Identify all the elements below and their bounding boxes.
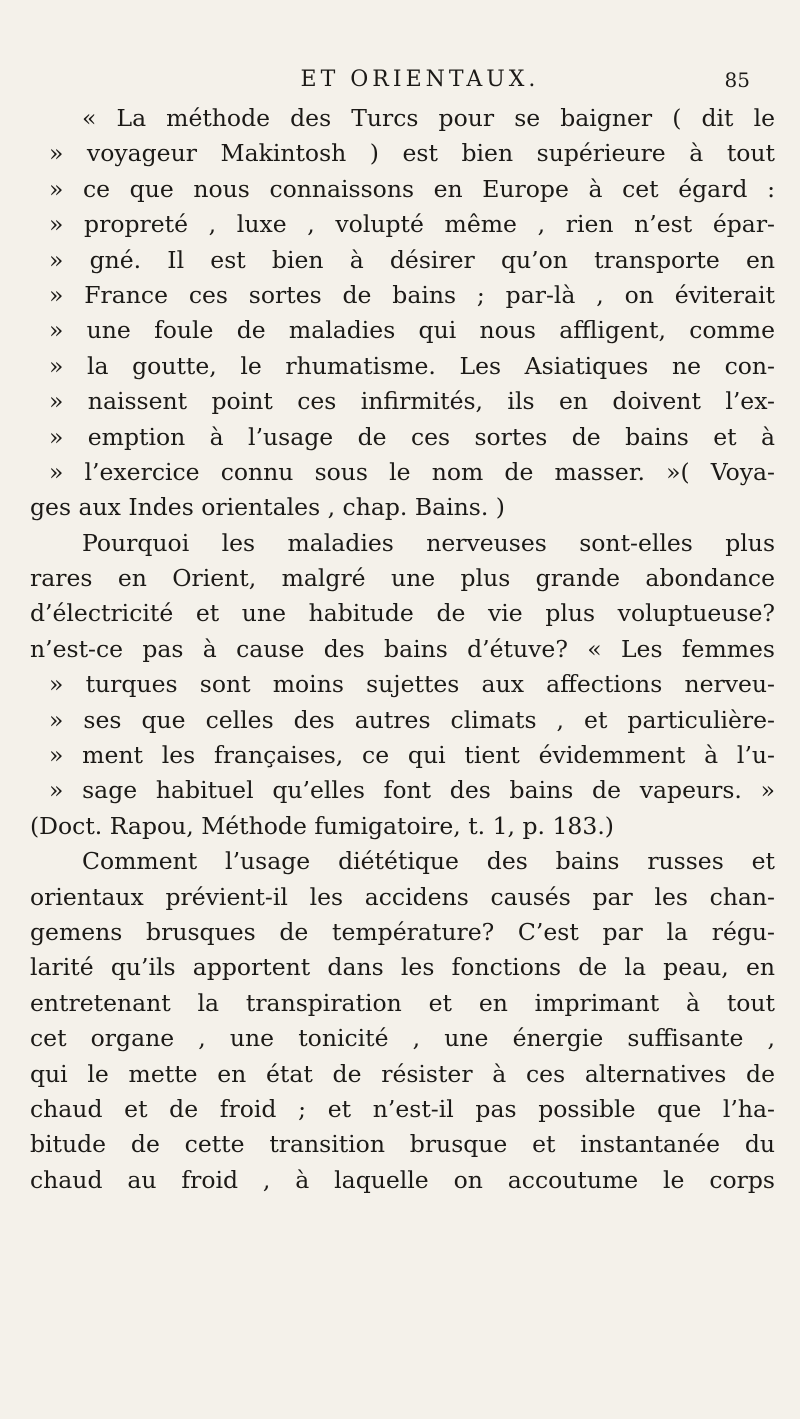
text-line: Comment l’usage diététique des bains russes et: [82, 847, 775, 876]
text-line: qui le mette en état de résister à ces alternatives de: [30, 1059, 775, 1088]
text-line: gemens brusques de température? C’est par la régu-: [30, 917, 775, 946]
text-line: » l’exercice connu sous le nom de masser. »( Voya-: [49, 457, 775, 486]
text-line: » ce que nous connaissons en Europe à cet égard :: [49, 174, 775, 203]
text-line: » gné. Il est bien à désirer qu’on transporte en: [49, 245, 775, 274]
text-line: « La méthode des Turcs pour se baigner ( dit le: [82, 104, 775, 132]
text-line: larité qu’ils apportent dans les fonctions de la peau, en: [30, 953, 775, 982]
text-line: » ment les françaises, ce qui tient évidemment à l’u-: [49, 741, 775, 770]
running-head: [90, 62, 750, 98]
text-line: » turques sont moins sujettes aux affections nerveu-: [49, 670, 775, 699]
text-line: bitude de cette transition brusque et instantanée du: [30, 1130, 775, 1159]
text-line: » sage habituel qu’elles font des bains de vapeurs. »: [49, 776, 775, 805]
text-line: » emption à l’usage de ces sortes de bains et à: [49, 422, 775, 451]
text-line: » une foule de maladies qui nous affligent, comme: [49, 316, 775, 345]
text-line: ges aux Indes orientales , chap. Bains. ): [30, 493, 505, 522]
text-line: » ses que celles des autres climats , et particulière-: [49, 705, 775, 734]
text-line: rares en Orient, malgré une plus grande abondance: [30, 564, 775, 593]
running-title: ET ORIENTAUX.: [300, 67, 540, 92]
text-line: » France ces sortes de bains ; par-là , on éviterait: [49, 280, 775, 309]
page-number: 85: [724, 68, 750, 92]
text-line: » voyageur Makintosh ) est bien supérieure à tout: [49, 139, 775, 168]
text-line: (Doct. Rapou, Méthode fumigatoire, t. 1, p. 183.): [30, 811, 614, 840]
text-line: entretenant la transpiration et en imprimant à tout: [30, 988, 775, 1017]
body-text: [30, 101, 775, 1198]
text-line: » naissent point ces infirmités, ils en doivent l’ex-: [49, 387, 775, 416]
text-line: » propreté , luxe , volupté même , rien n’est épar-: [49, 210, 775, 239]
text-line: cet organe , une tonicité , une énergie suffisante ,: [30, 1024, 775, 1053]
text-line: » la goutte, le rhumatisme. Les Asiatiques ne con-: [49, 351, 775, 380]
text-line: orientaux prévient-il les accidens causés par les chan-: [30, 882, 775, 911]
text-line: chaud et de froid ; et n’est-il pas possible que l’ha-: [30, 1094, 775, 1123]
text-line: n’est-ce pas à cause des bains d’étuve? « Les femmes: [30, 634, 775, 663]
text-line: Pourquoi les maladies nerveuses sont-elles plus: [82, 528, 775, 557]
text-line: chaud au froid , à laquelle on accoutume le corps: [30, 1165, 775, 1194]
text-line: d’électricité et une habitude de vie plus voluptueuse?: [30, 599, 775, 628]
